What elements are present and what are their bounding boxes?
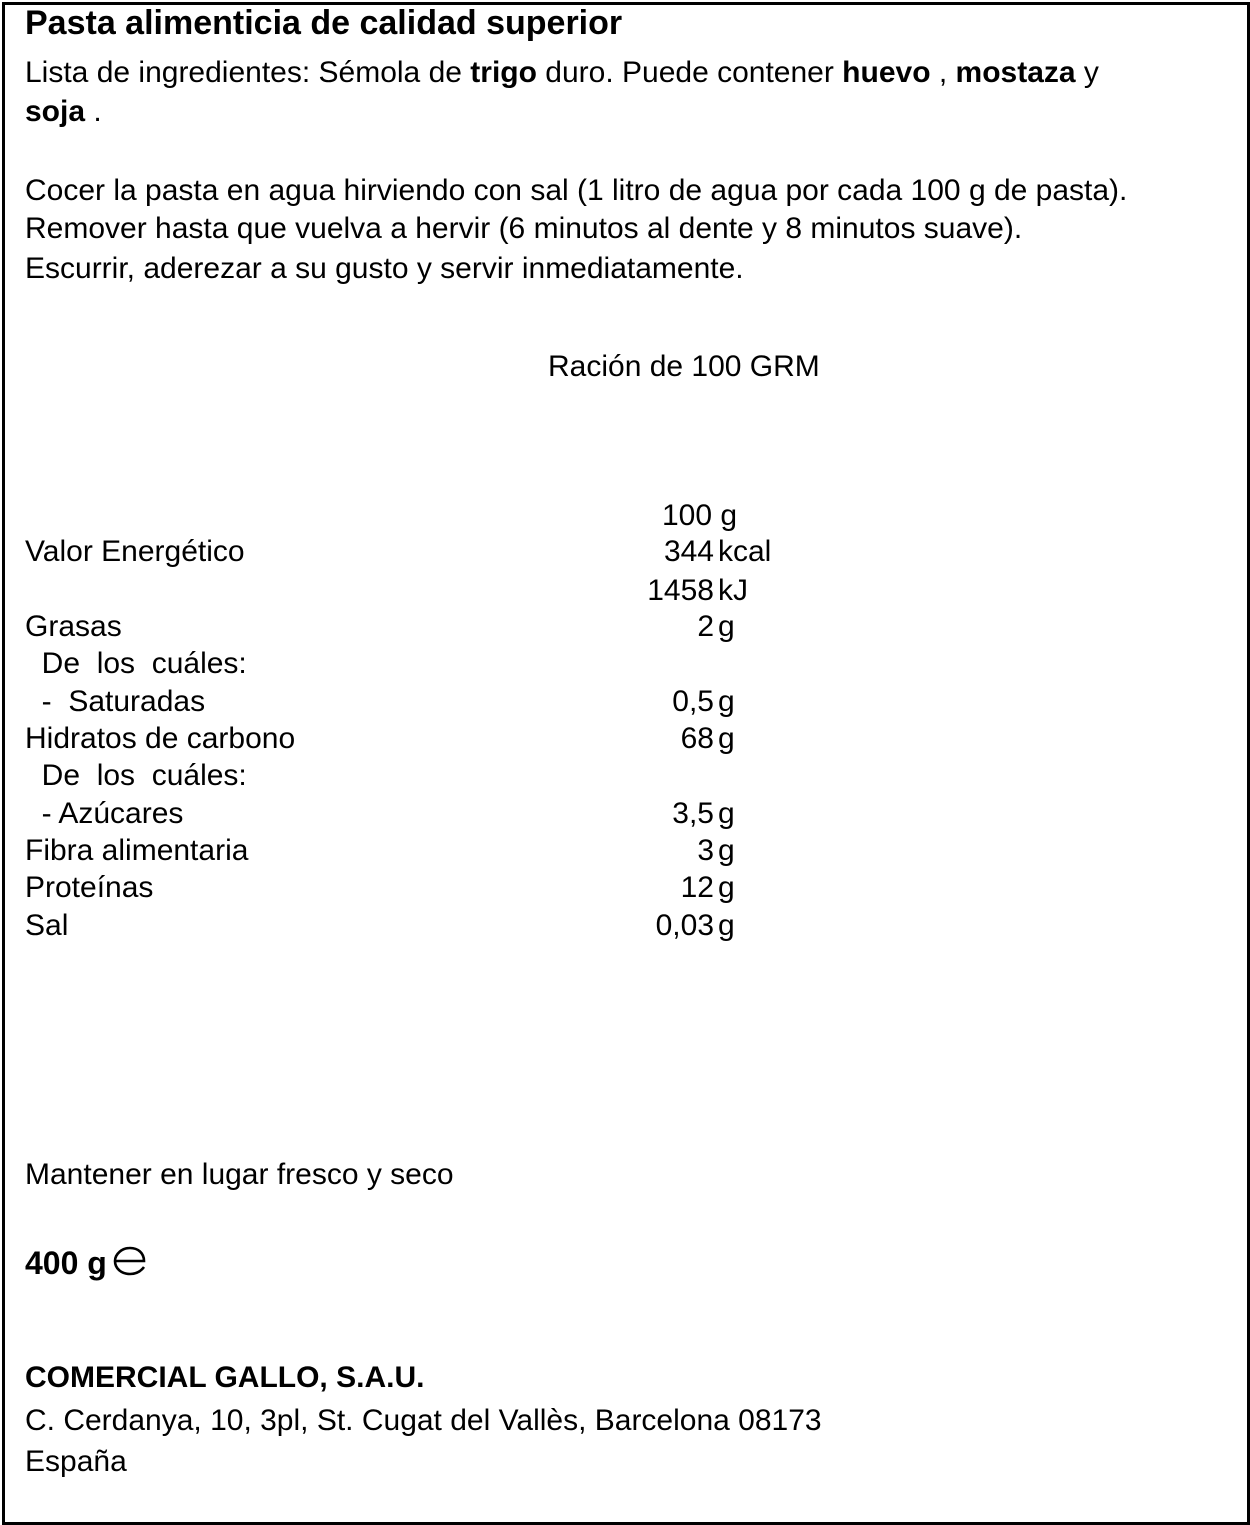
company-country: España [25,1445,127,1478]
instruction-line: Remover hasta que vuelva a hervir (6 minutos al dente y 8 minutos suave). [25,212,1023,245]
nutrient-label: - Saturadas [25,685,206,718]
nutrient-unit: g [718,685,735,718]
ingredients-sep-y: y [1075,56,1099,89]
allergen-soja: soja [25,95,86,128]
product-title: Pasta alimenticia de calidad superior [25,4,623,42]
ingredients-line-2 [25,97,102,127]
nutrient-label: Grasas [25,610,122,643]
nutrient-label: De los cuáles: [25,759,247,792]
nutrient-value: 3 [697,834,714,867]
nutrient-unit: g [718,834,735,867]
nutrition-row [0,724,1250,760]
nutrient-unit: g [718,871,735,904]
nutrition-row [0,612,1250,648]
nutrient-label: - Azúcares [25,797,184,830]
nutrient-unit: kJ [718,574,748,607]
allergen-mostaza: mostaza [955,56,1076,89]
storage-instructions: Mantener en lugar fresco y seco [25,1158,454,1191]
instruction-line: Cocer la pasta en agua hirviendo con sal (1 litro de agua por cada 100 g de pasta). [25,174,1128,207]
ingredients-sep: , [930,56,956,89]
nutrient-label: Valor Energético [25,535,245,568]
nutrition-row [0,836,1250,872]
portion-size: Ración de 100 GRM [548,350,820,383]
ingredients-end: . [85,95,102,128]
nutrient-value: 68 [680,722,714,755]
nutrition-row [0,537,1250,573]
nutrient-value: 2 [697,610,714,643]
instruction-line: Escurrir, aderezar a su gusto y servir inmediatamente. [25,252,744,285]
nutrition-row [0,649,1250,685]
company-address: C. Cerdanya, 10, 3pl, St. Cugat del Vallès, Barcelona 08173 [25,1404,822,1437]
nutrient-unit: g [718,797,735,830]
nutrient-unit: g [718,909,735,942]
nutrient-value: 0,5 [672,685,714,718]
nutrition-row [0,761,1250,797]
company-name: COMERCIAL GALLO, S.A.U. [25,1361,425,1394]
net-weight [25,1246,149,1281]
nutrient-label: De los cuáles: [25,647,247,680]
nutrition-row [0,911,1250,947]
nutrition-row [0,799,1250,835]
nutrient-label: Hidratos de carbono [25,722,296,755]
nutrient-value: 344 [663,535,714,568]
e-mark-icon [111,1246,149,1281]
allergen-huevo: huevo [842,56,931,89]
allergen-trigo: trigo [470,56,537,89]
nutrient-value: 12 [680,871,714,904]
ingredients-prefix: Lista de ingredientes: Sémola de [25,56,471,89]
net-weight-value: 400 g [25,1245,107,1281]
nutrition-column-header: 100 g [662,499,738,532]
nutrient-value: 1458 [647,574,714,607]
nutrient-label: Proteínas [25,871,154,904]
nutrient-value: 0,03 [655,909,714,942]
nutrition-row [0,687,1250,723]
nutrition-row [0,873,1250,909]
nutrient-value: 3,5 [672,797,714,830]
nutrient-unit: g [718,610,735,643]
ingredients-mid: duro. Puede contener [536,56,843,89]
nutrient-label: Fibra alimentaria [25,834,249,867]
ingredients-line-1 [25,58,1099,88]
nutrition-row [0,576,1250,612]
nutrient-unit: kcal [718,535,772,568]
nutrient-unit: g [718,722,735,755]
nutrient-label: Sal [25,909,69,942]
